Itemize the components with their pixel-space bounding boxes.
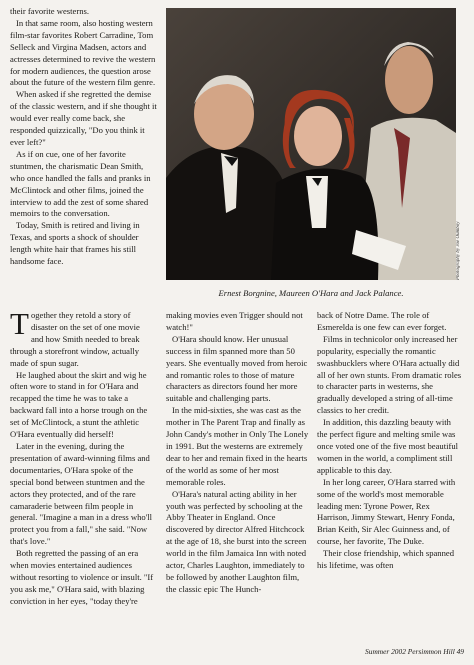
column-left <box>10 306 154 608</box>
paragraph: He laughed about the skirt and wig he often wore to stand in for O'Hara and recapped the time he was to take a backward fall into a horse trough on the set of McClintock, a stunt the athletic O'Hara eventually did herself! <box>10 369 148 440</box>
photo-credit: Photography by Joe Oumboy <box>456 221 461 280</box>
paragraph: Both regretted the passing of an era when movies entertained audiences without resorting to violence or insult. "If you ask me," O'Hara said, with blazing conviction in her eyes, "today they're <box>10 548 154 606</box>
paragraph: When asked if she regretted the demise of the classic western, and if she thought it would ever really come back, she responded quizzically, "Do you think it ever left?" <box>10 89 157 147</box>
paragraph: O'Hara's natural acting ability in her youth was perfected by schooling at the Abby Theater in England. Once discovered by director Alfred Hitchcock at the age of 18, she burst into the screen world in the film Jamaica Inn with noted actor, Charles Laughton, immediately to be followed by another Laughton film, the classic epic The Hunch- <box>166 488 307 594</box>
photo-illustration <box>166 8 456 280</box>
paragraph: In the mid-sixties, she was cast as the mother in The Parent Trap and finally as John Candy's mother in Only The Lonely in 1991. But the westerns are extremely dear to her and remain fixed in the hearts of the world as some of her most memorable roles. <box>166 405 309 487</box>
top-column <box>10 6 158 268</box>
paragraph: In that same room, also hosting western film-star favorites Robert Carradine, Tom Selleck and Virgina Madsen, actors and actresses determined to revive the western for modern audiences, the question arose about the future of the western film genre. <box>10 17 156 88</box>
paragraph: making movies even Trigger should not watch!" <box>166 310 303 332</box>
paragraph: O'Hara should know. Her unusual success in film spanned more than 50 years. She eventually moved from heroic and romantic roles to those of mature characters as directors found her more suitable and challenging parts. <box>166 333 308 404</box>
paragraph: Films in technicolor only increased her popularity, especially the romantic swashbucklers where O'Hara actually did all of her own stunts. From dramatic roles to character parts in westerns, she gradually developed a string of all-time classics to her credit. <box>317 333 462 416</box>
drop-cap: T <box>10 306 29 341</box>
paragraph: Their close friendship, which spanned his lifetime, was often <box>317 548 455 571</box>
column-right <box>317 310 463 572</box>
photo <box>166 8 456 280</box>
paragraph: In addition, this dazzling beauty with the perfect figure and melting smile was once voted one of the five most beautiful women in the world, a compliment still applicable to this day. <box>317 417 459 475</box>
paragraph: As if on cue, one of her favorite stuntmen, the charismatic Dean Smith, who once handled the falls and pranks in McClintock and other films, joined the interview to add the zest of some shared memoirs to the conversation. <box>10 148 151 219</box>
paragraph <box>10 306 154 370</box>
paragraph: back of Notre Dame. The role of Esmerelda is one few can ever forget. <box>317 310 447 332</box>
paragraph: Later in the evening, during the presentation of award-winning films and documentaries, O'Hara spoke of the special bond between stuntmen and the actors they protected, and of the rare camaraderie between film people in general. "Imagine a man in a dress who'll protect you from a fall," she said. "Now that's love." <box>10 440 153 547</box>
paragraph: their favorite westerns. <box>10 6 89 16</box>
page-footer: Summer 2002 Persimmon Hill 49 <box>365 647 464 656</box>
photo-caption: Ernest Borgnine, Maureen O'Hara and Jack Palance. <box>218 288 404 298</box>
paragraph: In her long career, O'Hara starred with some of the world's most memorable leading men: Tyrone Power, Rex Harrison, Jimmy Stewart, Henry Fonda, Brian Keith, Sir Alec Guinness and, of course, her favorite, The Duke. <box>317 476 456 547</box>
column-middle <box>166 310 310 596</box>
paragraph: Today, Smith is retired and living in Texas, and sports a shock of shoulder length white hair that frames his still handsome face. <box>10 220 140 267</box>
paragraph-text: ogether they retold a story of disaster on the set of one movie and how Smith needed to break through a storefront window, actually made of spun sugar. <box>10 310 140 368</box>
